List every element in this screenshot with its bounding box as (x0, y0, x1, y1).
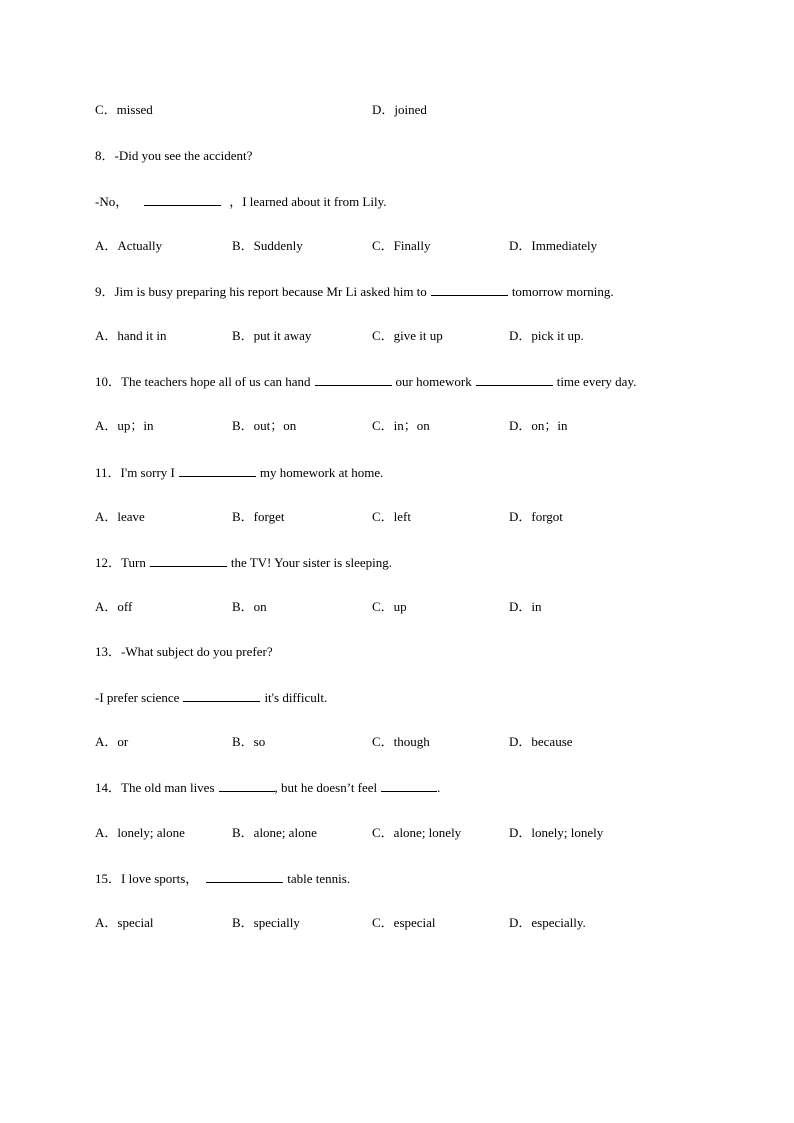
q11-stem-before: 11．I'm sorry I (95, 465, 175, 480)
q15-option-b: B．specially (232, 915, 300, 930)
q10-blank-2 (476, 373, 553, 386)
q10-blank-1 (315, 373, 392, 386)
q12-option-a: A．off (95, 599, 133, 614)
q7-option-d: D．joined (372, 102, 427, 117)
q13-stem-text: 13．-What subject do you prefer? (95, 644, 273, 659)
q12-option-c: C．up (372, 599, 407, 614)
q9-stem-after: tomorrow morning. (511, 284, 614, 299)
q8-blank (144, 193, 221, 206)
q8-answer-line (95, 193, 387, 209)
q15-option-a: A．special (95, 915, 154, 930)
q9-stem-before: 9．Jim is busy preparing his report because Mr Li asked him to (95, 284, 427, 299)
q14-blank-1 (219, 779, 275, 792)
q10-option-b: B．out；on (232, 418, 297, 433)
q13-stem (95, 644, 273, 660)
q10-stem-before: 10．The teachers hope all of us can hand (95, 374, 311, 389)
q10-stem-mid: our homework (395, 374, 472, 389)
q15-stem (95, 870, 350, 886)
q10-stem-after: time every day. (556, 374, 637, 389)
q11-option-c: C．left (372, 509, 411, 524)
q14-blank-2 (381, 779, 437, 792)
q8-option-a: A．Actually (95, 238, 163, 253)
q13-option-a: A．or (95, 734, 129, 749)
q12-option-d: D．in (509, 599, 542, 614)
q12-blank (150, 554, 227, 567)
q9-option-d: D．pick it up. (509, 328, 584, 343)
q8-option-b: B．Suddenly (232, 238, 303, 253)
q15-option-d: D．especially. (509, 915, 586, 930)
q14-option-a: A．lonely; alone (95, 825, 185, 840)
q12-stem-before: 12．Turn (95, 555, 146, 570)
q13-line2-before: -I prefer science (95, 690, 180, 705)
q9-option-a: A．hand it in (95, 328, 167, 343)
q13-answer-line (95, 689, 327, 705)
q14-stem-after: . (437, 780, 441, 795)
q8-option-d: D．Immediately (509, 238, 598, 253)
q10-option-c: C．in；on (372, 418, 430, 433)
q11-stem (95, 464, 383, 480)
q15-option-c: C．especial (372, 915, 436, 930)
q14-stem (95, 779, 440, 795)
q9-blank (431, 283, 508, 296)
q7-option-c: C．missed (95, 102, 153, 117)
q12-stem (95, 554, 392, 570)
q13-blank (183, 689, 260, 702)
q15-stem-before: 15．I love sports， (95, 871, 199, 886)
q12-option-b: B．on (232, 599, 267, 614)
q14-option-c: C．alone; lonely (372, 825, 462, 840)
q12-stem-after: the TV! Your sister is sleeping. (230, 555, 393, 570)
q8-stem (95, 148, 252, 164)
q15-stem-after: table tennis. (287, 871, 351, 886)
q8-line2-after: ，I learned about it from Lily. (229, 194, 387, 209)
q14-stem-before: 14．The old man lives (95, 780, 215, 795)
q15-blank (206, 870, 283, 883)
q11-stem-after: my homework at home. (259, 465, 384, 480)
q8-stem-text: 8．-Did you see the accident? (95, 148, 253, 163)
q9-option-b: B．put it away (232, 328, 312, 343)
q9-option-c: C．give it up (372, 328, 443, 343)
q14-option-d: D．lonely; lonely (509, 825, 604, 840)
q8-line2-before: -No， (95, 194, 129, 209)
q9-stem (95, 283, 614, 299)
q13-option-b: B．so (232, 734, 266, 749)
q11-option-b: B．forget (232, 509, 285, 524)
q11-blank (179, 464, 256, 477)
q14-option-b: B．alone; alone (232, 825, 317, 840)
q13-option-d: D．because (509, 734, 573, 749)
q8-option-c: C．Finally (372, 238, 431, 253)
q14-stem-mid: , but he doesn’t feel (274, 780, 378, 795)
q10-option-a: A．up；in (95, 418, 154, 433)
q11-option-d: D．forgot (509, 509, 563, 524)
q11-option-a: A．leave (95, 509, 145, 524)
q13-line2-after: it's difficult. (264, 690, 328, 705)
q10-option-d: D．on；in (509, 418, 568, 433)
q10-stem (95, 373, 636, 389)
q13-option-c: C．though (372, 734, 430, 749)
